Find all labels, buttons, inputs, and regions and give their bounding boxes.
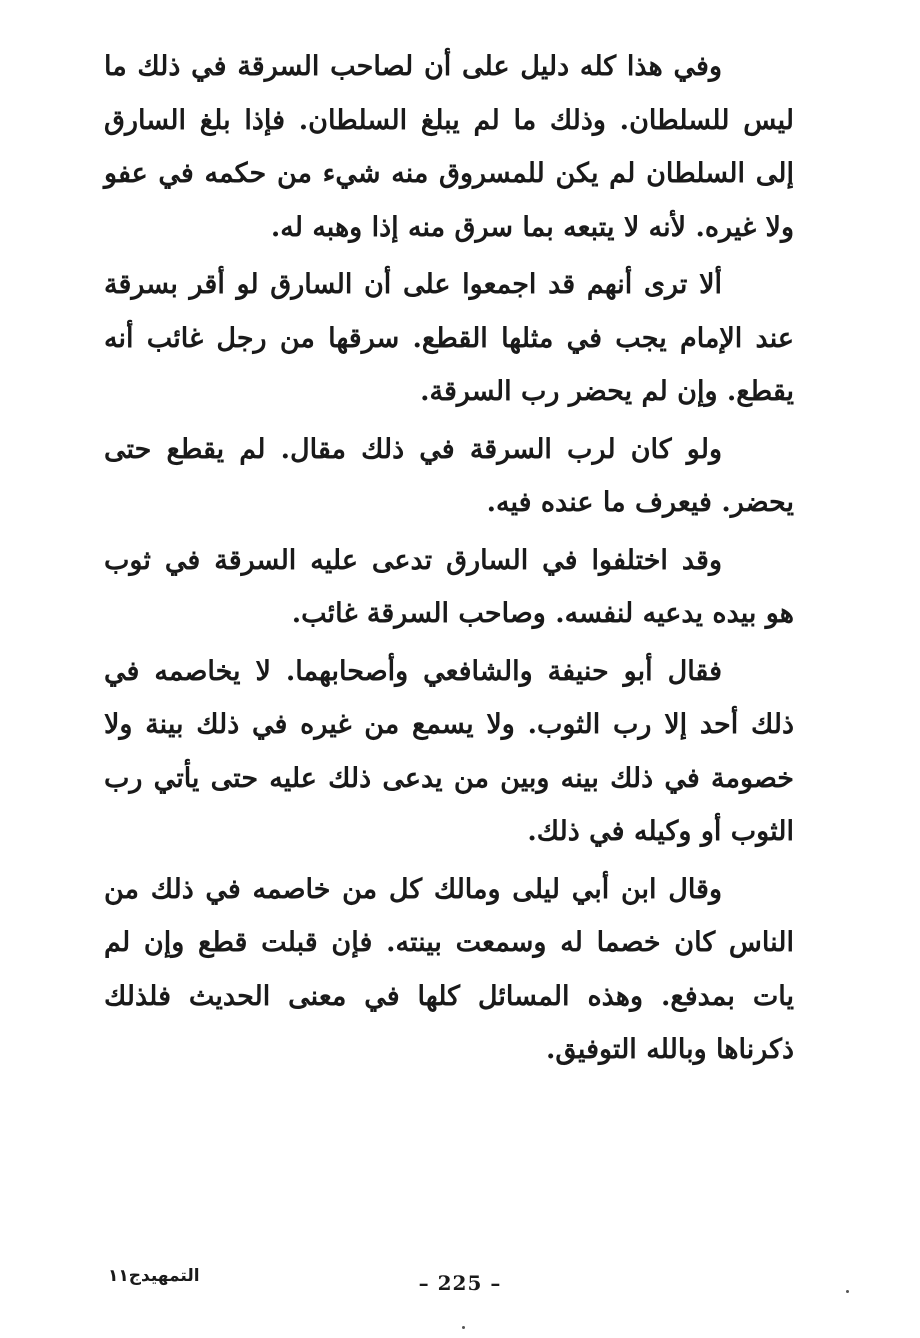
paragraph: ولو كان لرب السرقة في ذلك مقال. لم يقطع حتى يحضر. فيعرف ما عنده فيه. [104,433,794,518]
footer-signature: التمهيدج١١ [108,1266,200,1286]
paragraph: وقد اختلفوا في السارق تدعى عليه السرقة في ثوب هو بيده يدعيه لنفسه. وصاحب السرقة غائب. [104,544,794,629]
scan-speck [846,1290,849,1293]
paragraph: فقال أبو حنيفة والشافعي وأصحابهما. لا يخاصمه في ذلك أحد إلا رب الثوب. ولا يسمع من غيره في ذلك بينة ولا خصومة في ذلك بينه وبين من يدعى ذلك عليه حتى يأتي رب الثوب أو وكيله في ذلك. [104,655,794,847]
paragraph: وقال ابن أبي ليلى ومالك كل من خاصمه في ذلك من الناس كان خصما له وسمعت بينته. فإن قبلت قطع وإن لم يات بمدفع. وهذه المسائل كلها في معنى الحديث فلذلك ذكرناها وبالله التوفيق. [104,873,794,1065]
body-text [104,40,794,1081]
paragraph: وفي هذا كله دليل على أن لصاحب السرقة في ذلك ما ليس للسلطان. وذلك ما لم يبلغ السلطان. فإذا بلغ السارق إلى السلطان لم يكن للمسروق منه شيء من حكمه في عفو ولا غيره. لأنه لا يتبعه بما سرق منه إذا وهبه له. [104,51,794,243]
page-number: – 225 – [418,1271,502,1295]
paragraph: ألا ترى أنهم قد اجمعوا على أن السارق لو أقر بسرقة عند الإمام يجب في مثلها القطع. سرقها من رجل غائب أنه يقطع. وإن لم يحضر رب السرقة. [104,269,794,407]
scan-speck [462,1326,465,1329]
